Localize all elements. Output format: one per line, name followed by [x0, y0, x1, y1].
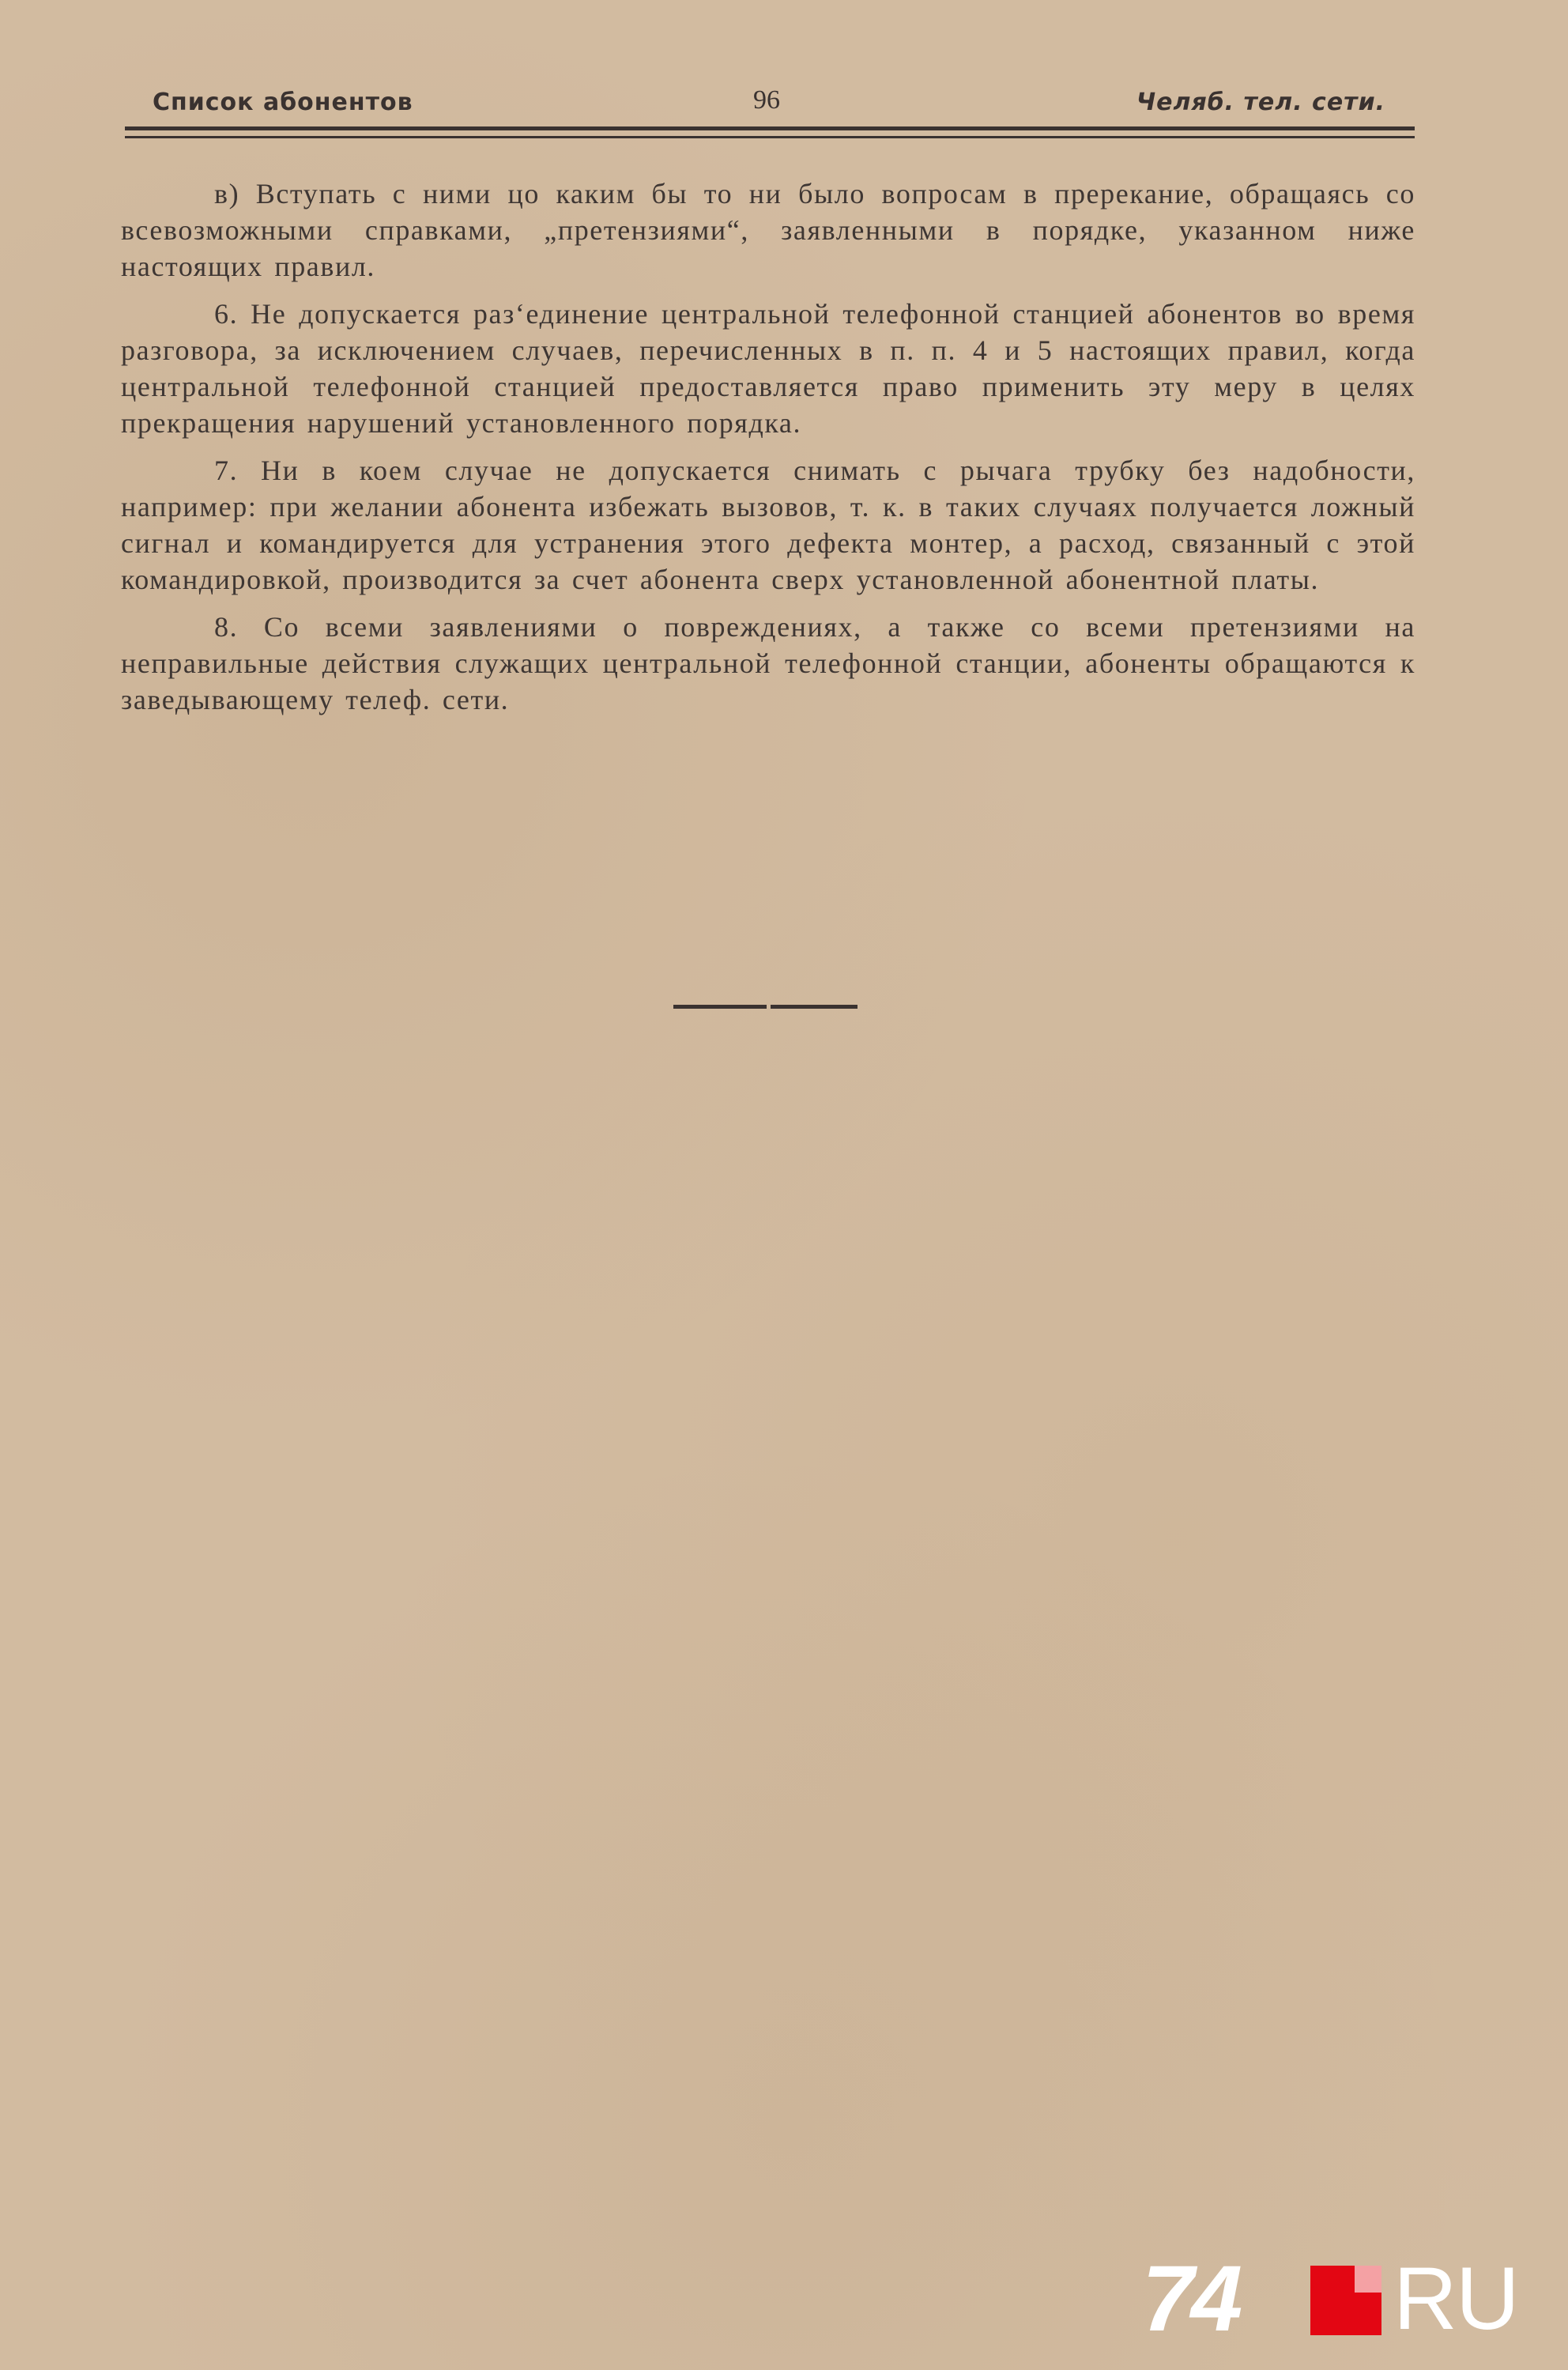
end-divider-left — [673, 1005, 767, 1009]
watermark-suffix: RU — [1393, 2249, 1518, 2348]
header-rule-thick — [125, 126, 1415, 130]
site-watermark — [1142, 2247, 1537, 2351]
page-header — [125, 70, 1413, 133]
paragraph-6: 6. Не допускается разʻединение центральной телефонной станцией абонентов во время разговора, за исключением случаев, перечисленных в п. п. 4 и 5 настоящих правил, когда центральной телефонной станцией предоставляется право применить эту меру в целях прекращения нарушений установленного порядка. — [121, 298, 1415, 439]
body-text — [121, 175, 1415, 729]
header-rule-thin — [125, 136, 1415, 138]
header-title: Список абонентов — [153, 89, 413, 116]
watermark-square-icon — [1310, 2266, 1381, 2335]
watermark-digits: 74 — [1142, 2247, 1240, 2351]
page-number: 96 — [753, 85, 780, 115]
paragraph-8: 8. Со всеми заявлениями о повреждениях, а также со всеми претензиями на неправильные действия служащих центральной телефонной станции, абоненты обращаются к заведывающему телеф. сети. — [121, 611, 1415, 715]
paragraph-v: в) Вступать с ними цо каким бы то ни было вопросам в пререкание, обращаясь со всевозможными справками, „претензиями“, заявленными в порядке, указанном ниже настоящих правил. — [121, 178, 1415, 282]
end-divider-right — [771, 1005, 858, 1009]
paragraph-7: 7. Ни в коем случае не допускается снимать с рычага трубку без надобности, например: при желании абонента избежать вызовов, т. к. в таких случаях получается ложный сигнал и командируется для устранения этого дефекта монтер, а расход, связанный с этой командировкой, производится за счет абонента сверх установленной абонентной платы. — [121, 455, 1415, 595]
header-network: Челяб. тел. сети. — [1136, 89, 1385, 116]
